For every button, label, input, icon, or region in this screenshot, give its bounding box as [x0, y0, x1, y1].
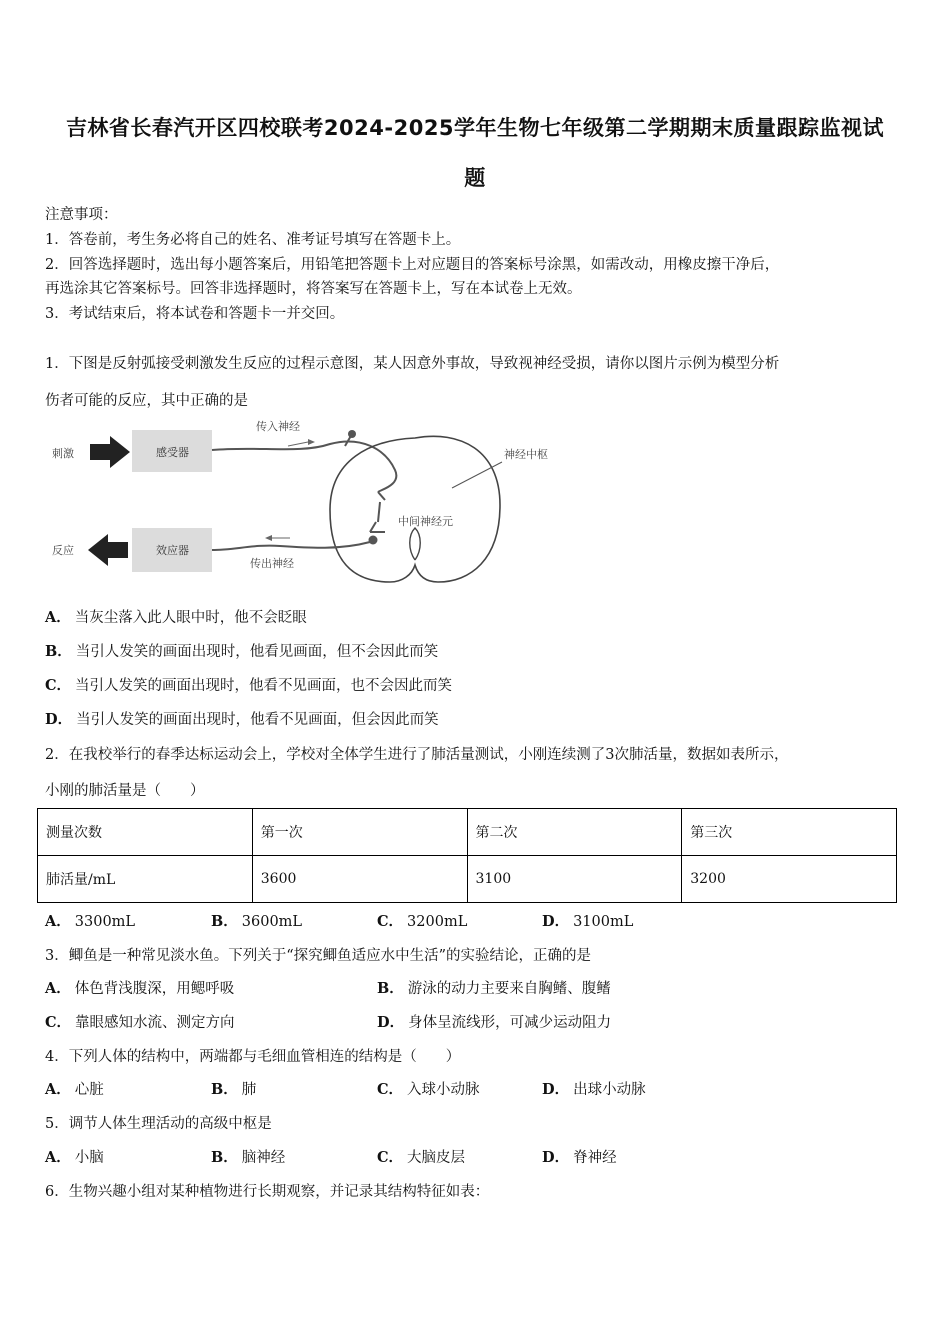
- q6-stem: 6．生物兴趣小组对某种植物进行长期观察，并记录其结构特征如表：: [45, 1184, 490, 1200]
- q4-option-d: D． 出球小动脉: [542, 1081, 646, 1098]
- efferent-label: 传出神经: [250, 557, 294, 570]
- q1-stem: 1．下图是反射弧接受刺激发生反应的过程示意图，某人因意外事故，导致视神经受损，请你以图片示例为模型分析: [45, 356, 780, 372]
- spinal-cord-outline: [330, 436, 500, 582]
- table-cell: 3200: [682, 856, 897, 903]
- note-3: 3．考试结束后，将本试卷和答题卡一并交回。: [45, 306, 345, 322]
- q1-stem-continued: 伤者可能的反应，其中正确的是: [45, 393, 248, 409]
- response-arrow-icon: [88, 534, 128, 566]
- page-title: 吉林省长春汽开区四校联考2024-2025学年生物七年级第二学期期末质量跟踪监视试: [65, 116, 885, 140]
- center-label: 神经中枢: [504, 448, 548, 461]
- q4-option-c: C． 入球小动脉: [377, 1081, 480, 1098]
- q3-option-a: A． 体色背浅腹深，用鳃呼吸: [45, 980, 235, 997]
- table-header-cell: 第二次: [467, 809, 682, 856]
- page-title-continued: 题: [464, 166, 486, 190]
- q3-option-b: B． 游泳的动力主要来自胸鳍、腹鳍: [377, 980, 611, 997]
- q1-option-b: B． 当引人发笑的画面出现时，他看见画面，但不会因此而笑: [45, 643, 439, 660]
- receptor-label: 感受器: [156, 446, 189, 459]
- q3-option-d: D． 身体呈流线形，可减少运动阻力: [377, 1014, 612, 1031]
- response-label: 反应: [52, 544, 74, 557]
- table-header-cell: 第三次: [682, 809, 897, 856]
- afferent-label: 传入神经: [256, 420, 300, 433]
- q1-option-d: D． 当引人发笑的画面出现时，他看不见画面，但会因此而笑: [45, 711, 439, 728]
- q1-option-c: C． 当引人发笑的画面出现时，他看不见画面，也不会因此而笑: [45, 677, 453, 694]
- q4-option-b: B． 肺: [211, 1081, 257, 1098]
- note-2: 2．回答选择题时，选出每小题答案后，用铅笔把答题卡上对应题目的答案标号涂黑，如需改动，用橡皮擦干净后，: [45, 257, 780, 273]
- q2-stem-continued: 小刚的肺活量是（ ）: [45, 783, 205, 799]
- q4-option-a: A． 心脏: [45, 1081, 104, 1098]
- effector-label: 效应器: [156, 544, 189, 557]
- q3-option-c: C． 靠眼感知水流、测定方向: [45, 1014, 235, 1031]
- q1-option-a: A． 当灰尘落入此人眼中时，他不会眨眼: [45, 609, 307, 626]
- q3-stem: 3．鲫鱼是一种常见淡水鱼。下列关于“探究鲫鱼适应水中生活”的实验结论，正确的是: [45, 948, 592, 964]
- table-cell: 3100: [467, 856, 682, 903]
- q4-stem: 4．下列人体的结构中，两端都与毛细血管相连的结构是（ ）: [45, 1049, 461, 1065]
- table-row: [38, 856, 897, 903]
- stimulus-arrow-icon: [90, 436, 130, 468]
- lung-capacity-table: [37, 808, 897, 903]
- q5-option-a: A． 小脑: [45, 1149, 104, 1166]
- stimulus-label: 刺激: [52, 447, 74, 460]
- q2-stem: 2．在我校举行的春季达标运动会上，学校对全体学生进行了肺活量测试，小刚连续测了3次肺活量，数据如表所示，: [45, 747, 789, 763]
- q5-option-c: C． 大脑皮层: [377, 1149, 466, 1166]
- q2-option-a: A． 3300mL: [45, 913, 136, 930]
- interneuron-label: 中间神经元: [398, 515, 453, 528]
- table-cell: 肺活量/mL: [38, 856, 253, 903]
- efferent-nerve-path: [212, 542, 370, 550]
- q5-option-d: D． 脊神经: [542, 1149, 617, 1166]
- table-header-cell: 第一次: [252, 809, 467, 856]
- q2-option-d: D． 3100mL: [542, 913, 634, 930]
- table-row: [38, 809, 897, 856]
- table-cell: 3600: [252, 856, 467, 903]
- note-2-continued: 再选涂其它答案标号。回答非选择题时，将答案写在答题卡上，写在本试卷上无效。: [45, 281, 582, 297]
- table-header-cell: 测量次数: [38, 809, 253, 856]
- note-1: 1．答卷前，考生务必将自己的姓名、准考证号填写在答题卡上。: [45, 232, 461, 248]
- q5-stem: 5．调节人体生理活动的高级中枢是: [45, 1116, 272, 1132]
- q2-option-b: B． 3600mL: [211, 913, 303, 930]
- reflex-arc-diagram: [40, 410, 580, 600]
- notes-heading: 注意事项：: [45, 207, 118, 223]
- q5-option-b: B． 脑神经: [211, 1149, 286, 1166]
- q2-option-c: C． 3200mL: [377, 913, 468, 930]
